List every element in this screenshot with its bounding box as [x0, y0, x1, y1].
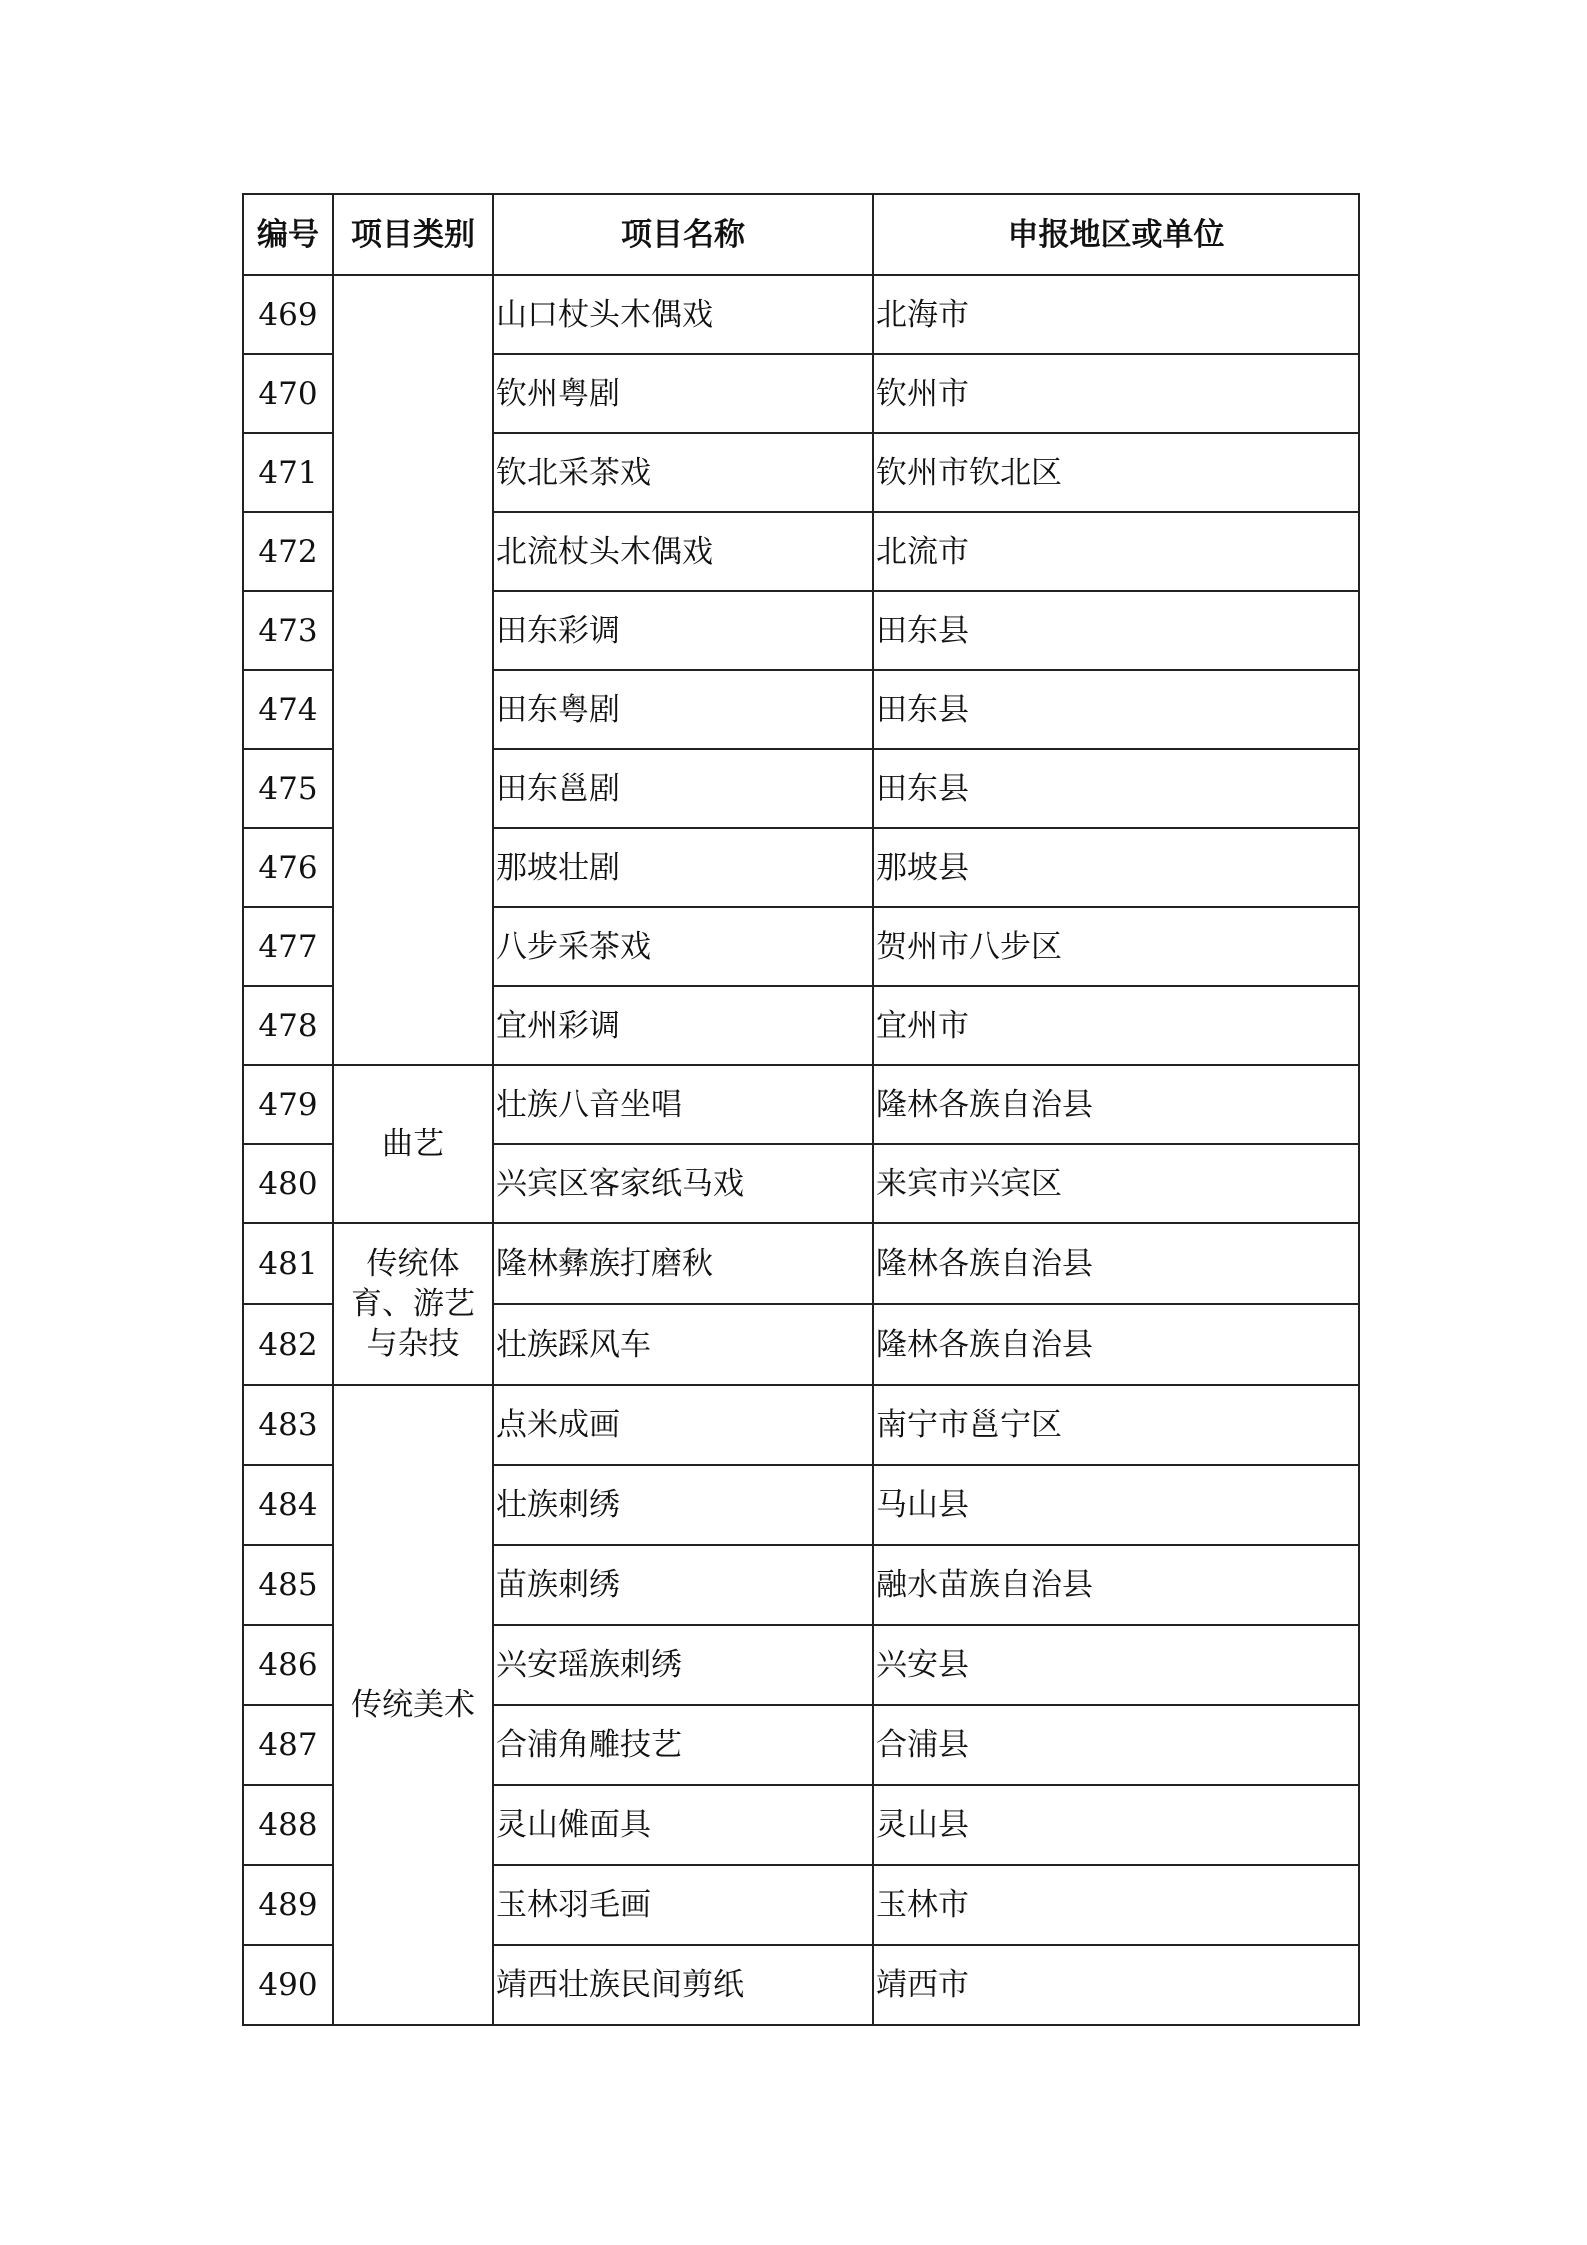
row-name: 苗族刺绣	[493, 1545, 873, 1625]
row-region: 田东县	[873, 591, 1359, 670]
row-name: 山口杖头木偶戏	[493, 275, 873, 354]
row-region: 靖西市	[873, 1945, 1359, 2025]
row-region: 来宾市兴宾区	[873, 1144, 1359, 1223]
row-no: 484	[243, 1465, 333, 1545]
table-row	[243, 1385, 1359, 1465]
row-region: 钦州市钦北区	[873, 433, 1359, 512]
row-region: 兴安县	[873, 1625, 1359, 1705]
row-region: 灵山县	[873, 1785, 1359, 1865]
row-no: 479	[243, 1065, 333, 1144]
category-cell-quyi: 曲艺	[333, 1065, 493, 1223]
row-name: 北流杖头木偶戏	[493, 512, 873, 591]
row-region: 贺州市八步区	[873, 907, 1359, 986]
row-no: 469	[243, 275, 333, 354]
row-no: 480	[243, 1144, 333, 1223]
row-name: 壮族踩风车	[493, 1304, 873, 1385]
row-region: 马山县	[873, 1465, 1359, 1545]
category-cell-blank	[333, 275, 493, 1065]
row-region: 北海市	[873, 275, 1359, 354]
category-cell-sports: 传统体育、游艺与杂技	[333, 1223, 493, 1385]
row-name: 灵山傩面具	[493, 1785, 873, 1865]
row-region: 南宁市邕宁区	[873, 1385, 1359, 1465]
row-no: 481	[243, 1223, 333, 1304]
row-no: 482	[243, 1304, 333, 1385]
row-name: 合浦角雕技艺	[493, 1705, 873, 1785]
row-name: 田东粤剧	[493, 670, 873, 749]
row-name: 壮族八音坐唱	[493, 1065, 873, 1144]
row-region: 隆林各族自治县	[873, 1304, 1359, 1385]
row-name: 兴宾区客家纸马戏	[493, 1144, 873, 1223]
header-name: 项目名称	[493, 194, 873, 275]
row-no: 487	[243, 1705, 333, 1785]
row-no: 474	[243, 670, 333, 749]
row-name: 隆林彝族打磨秋	[493, 1223, 873, 1304]
row-no: 471	[243, 433, 333, 512]
row-name: 点米成画	[493, 1385, 873, 1465]
row-name: 兴安瑶族刺绣	[493, 1625, 873, 1705]
row-region: 田东县	[873, 749, 1359, 828]
row-no: 485	[243, 1545, 333, 1625]
row-name: 钦北采茶戏	[493, 433, 873, 512]
table-row	[243, 1065, 1359, 1144]
row-region: 玉林市	[873, 1865, 1359, 1945]
row-no: 472	[243, 512, 333, 591]
category-cell-art: 传统美术	[333, 1385, 493, 2025]
row-no: 477	[243, 907, 333, 986]
row-no: 478	[243, 986, 333, 1065]
row-name: 钦州粤剧	[493, 354, 873, 433]
row-no: 489	[243, 1865, 333, 1945]
header-row	[243, 194, 1359, 275]
row-name: 田东邕剧	[493, 749, 873, 828]
row-no: 470	[243, 354, 333, 433]
row-name: 宜州彩调	[493, 986, 873, 1065]
row-region: 隆林各族自治县	[873, 1223, 1359, 1304]
row-region: 融水苗族自治县	[873, 1545, 1359, 1625]
header-no: 编号	[243, 194, 333, 275]
header-category: 项目类别	[333, 194, 493, 275]
row-region: 田东县	[873, 670, 1359, 749]
row-region: 北流市	[873, 512, 1359, 591]
row-no: 473	[243, 591, 333, 670]
row-region: 隆林各族自治县	[873, 1065, 1359, 1144]
row-region: 那坡县	[873, 828, 1359, 907]
row-name: 壮族刺绣	[493, 1465, 873, 1545]
row-no: 483	[243, 1385, 333, 1465]
row-region: 宜州市	[873, 986, 1359, 1065]
row-region: 合浦县	[873, 1705, 1359, 1785]
table-row	[243, 1223, 1359, 1304]
row-name: 八步采茶戏	[493, 907, 873, 986]
row-no: 476	[243, 828, 333, 907]
row-region: 钦州市	[873, 354, 1359, 433]
row-name: 靖西壮族民间剪纸	[493, 1945, 873, 2025]
header-region: 申报地区或单位	[873, 194, 1359, 275]
row-no: 488	[243, 1785, 333, 1865]
row-name: 玉林羽毛画	[493, 1865, 873, 1945]
row-name: 那坡壮剧	[493, 828, 873, 907]
heritage-table	[242, 193, 1360, 2026]
row-no: 490	[243, 1945, 333, 2025]
table-row	[243, 275, 1359, 354]
row-name: 田东彩调	[493, 591, 873, 670]
row-no: 486	[243, 1625, 333, 1705]
row-no: 475	[243, 749, 333, 828]
